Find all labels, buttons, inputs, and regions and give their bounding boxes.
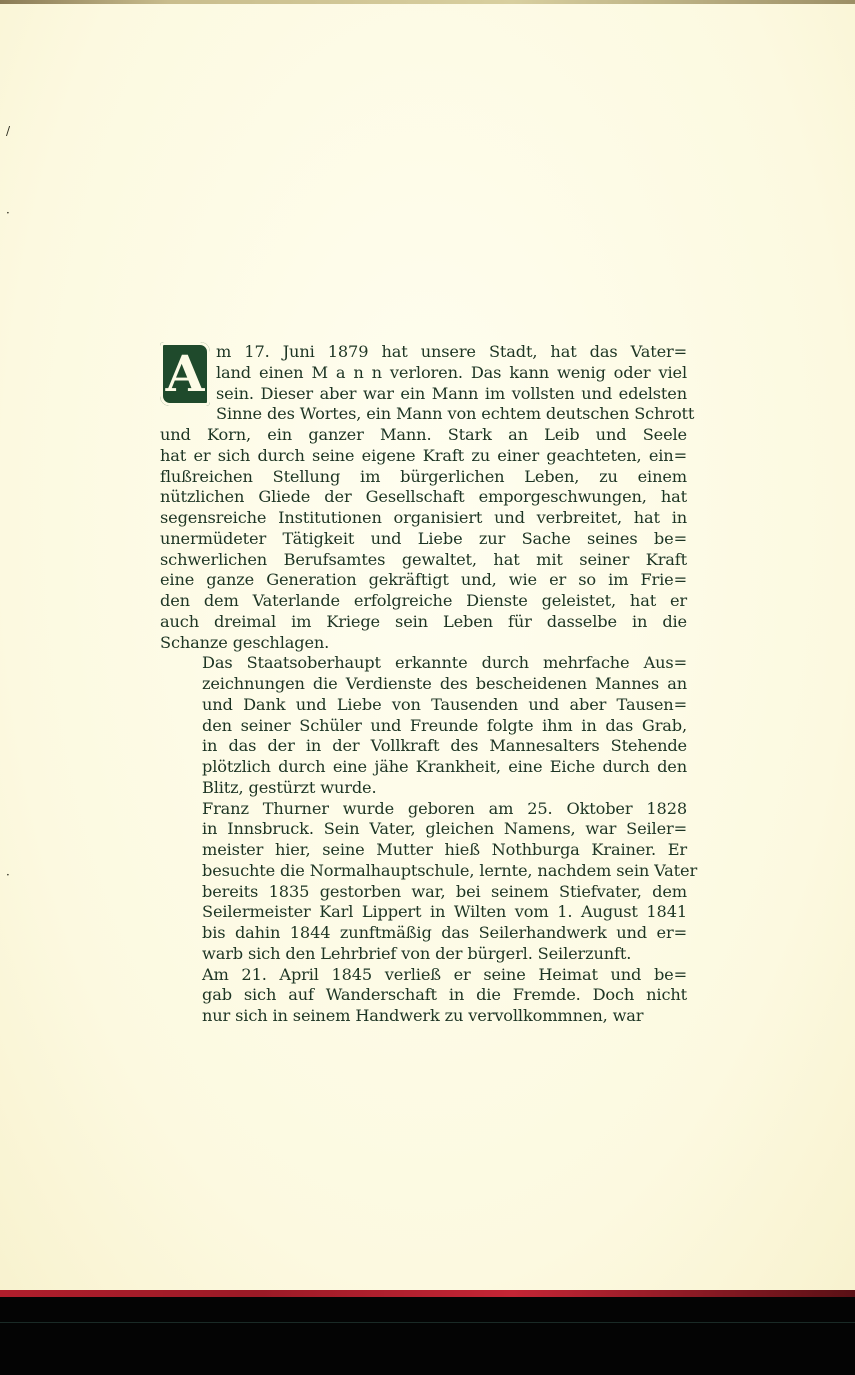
text-line: Sinne des Wortes, ein Mann von echtem deutschen Schrott [216, 404, 695, 424]
text-line: Franz Thurner wurde geboren am 25. Oktober 1828 [202, 798, 687, 818]
text-line: zeichnungen die Verdienste des bescheidenen Mannes an [202, 674, 687, 693]
text-line: unermüdeter Tätigkeit und Liebe zur Sache seines be= [160, 528, 687, 548]
text-line: nur sich in seinem Handwerk zu vervollkommnen, war [202, 1006, 644, 1025]
text-line: den seiner Schüler und Freunde folgte ihm in das Grab, [202, 715, 687, 735]
text-line: in Innsbruck. Sein Vater, gleichen Namens, war Seiler= [202, 819, 687, 839]
text-line: Schanze geschlagen. [160, 632, 330, 652]
text-line: und Dank und Liebe von Tausenden und aber Tausen= [202, 694, 687, 714]
margin-speck: · [6, 868, 10, 882]
text-line: auch dreimal im Kriege sein Leben für dasselbe in die [160, 611, 687, 631]
scan-background [0, 1297, 855, 1375]
text-line: den dem Vaterlande erfolgreiche Dienste geleistet, hat er [160, 591, 687, 610]
text-line: m 17. Juni 1879 hat unsere Stadt, hat das Vater= [216, 342, 687, 361]
paragraph-3 [160, 798, 698, 965]
text-line: schwerlichen Berufsamtes gewaltet, hat mit seiner Kraft [160, 549, 687, 569]
text-line: meister hier, seine Mutter hieß Nothburga Krainer. Er [202, 840, 687, 859]
margin-speck: · [6, 206, 10, 220]
text-line: bereits 1835 gestorben war, bei seinem Stiefvater, dem [202, 881, 687, 901]
text-line: nützlichen Gliede der Gesellschaft emporgeschwungen, hat [160, 487, 687, 507]
text-line: segensreiche Institutionen organisiert und verbreitet, hat in [160, 508, 687, 527]
text-line: besuchte die Normalhauptschule, lernte, nachdem sein Vater [202, 860, 698, 880]
text-line: bis dahin 1844 zunftmäßig das Seilerhandwerk und er= [202, 923, 687, 942]
paragraph-1 [160, 342, 695, 653]
text-line: Am 21. April 1845 verließ er seine Heimat und be= [202, 964, 687, 984]
text-line: Blitz, gestürzt wurde. [202, 777, 377, 797]
text-line: Seilermeister Karl Lippert in Wilten vom 1. August 1841 [202, 902, 687, 922]
margin-mark: / [6, 124, 11, 138]
drop-cap-initial: A [160, 342, 210, 406]
text-line: plötzlich durch eine jähe Krankheit, eine Eiche durch den [202, 757, 687, 776]
text-line: warb sich den Lehrbrief von der bürgerl. Seilerzunft. [202, 943, 632, 963]
text-line: flußreichen Stellung im bürgerlichen Leben, zu einem [160, 466, 687, 486]
text-line: land einen M a n n verloren. Das kann wenig oder viel [216, 362, 687, 382]
paragraph-lines [160, 798, 698, 965]
text-line: gab sich auf Wanderschaft in die Fremde. Doch nicht [202, 985, 687, 1005]
scan-line [0, 1322, 855, 1323]
text-line: eine ganze Generation gekräftigt und, wie er so im Frie= [160, 570, 687, 590]
text-line: sein. Dieser aber war ein Mann im vollsten und edelsten [216, 383, 687, 403]
text-line: in das der in der Vollkraft des Mannesalters Stehende [202, 736, 687, 756]
body-text [160, 342, 698, 1027]
paragraph-lines [160, 342, 695, 653]
paragraph-lines [160, 653, 687, 798]
paragraph-lines [160, 965, 687, 1027]
text-line: Das Staatsoberhaupt erkannte durch mehrfache Aus= [202, 653, 687, 673]
book-edge-red [0, 1290, 855, 1297]
paragraph-4 [160, 965, 687, 1027]
page-top-edge [0, 0, 855, 4]
text-line: und Korn, ein ganzer Mann. Stark an Leib und Seele [160, 425, 687, 444]
text-line: hat er sich durch seine eigene Kraft zu einer geachteten, ein= [160, 445, 687, 465]
paragraph-2 [160, 653, 687, 798]
